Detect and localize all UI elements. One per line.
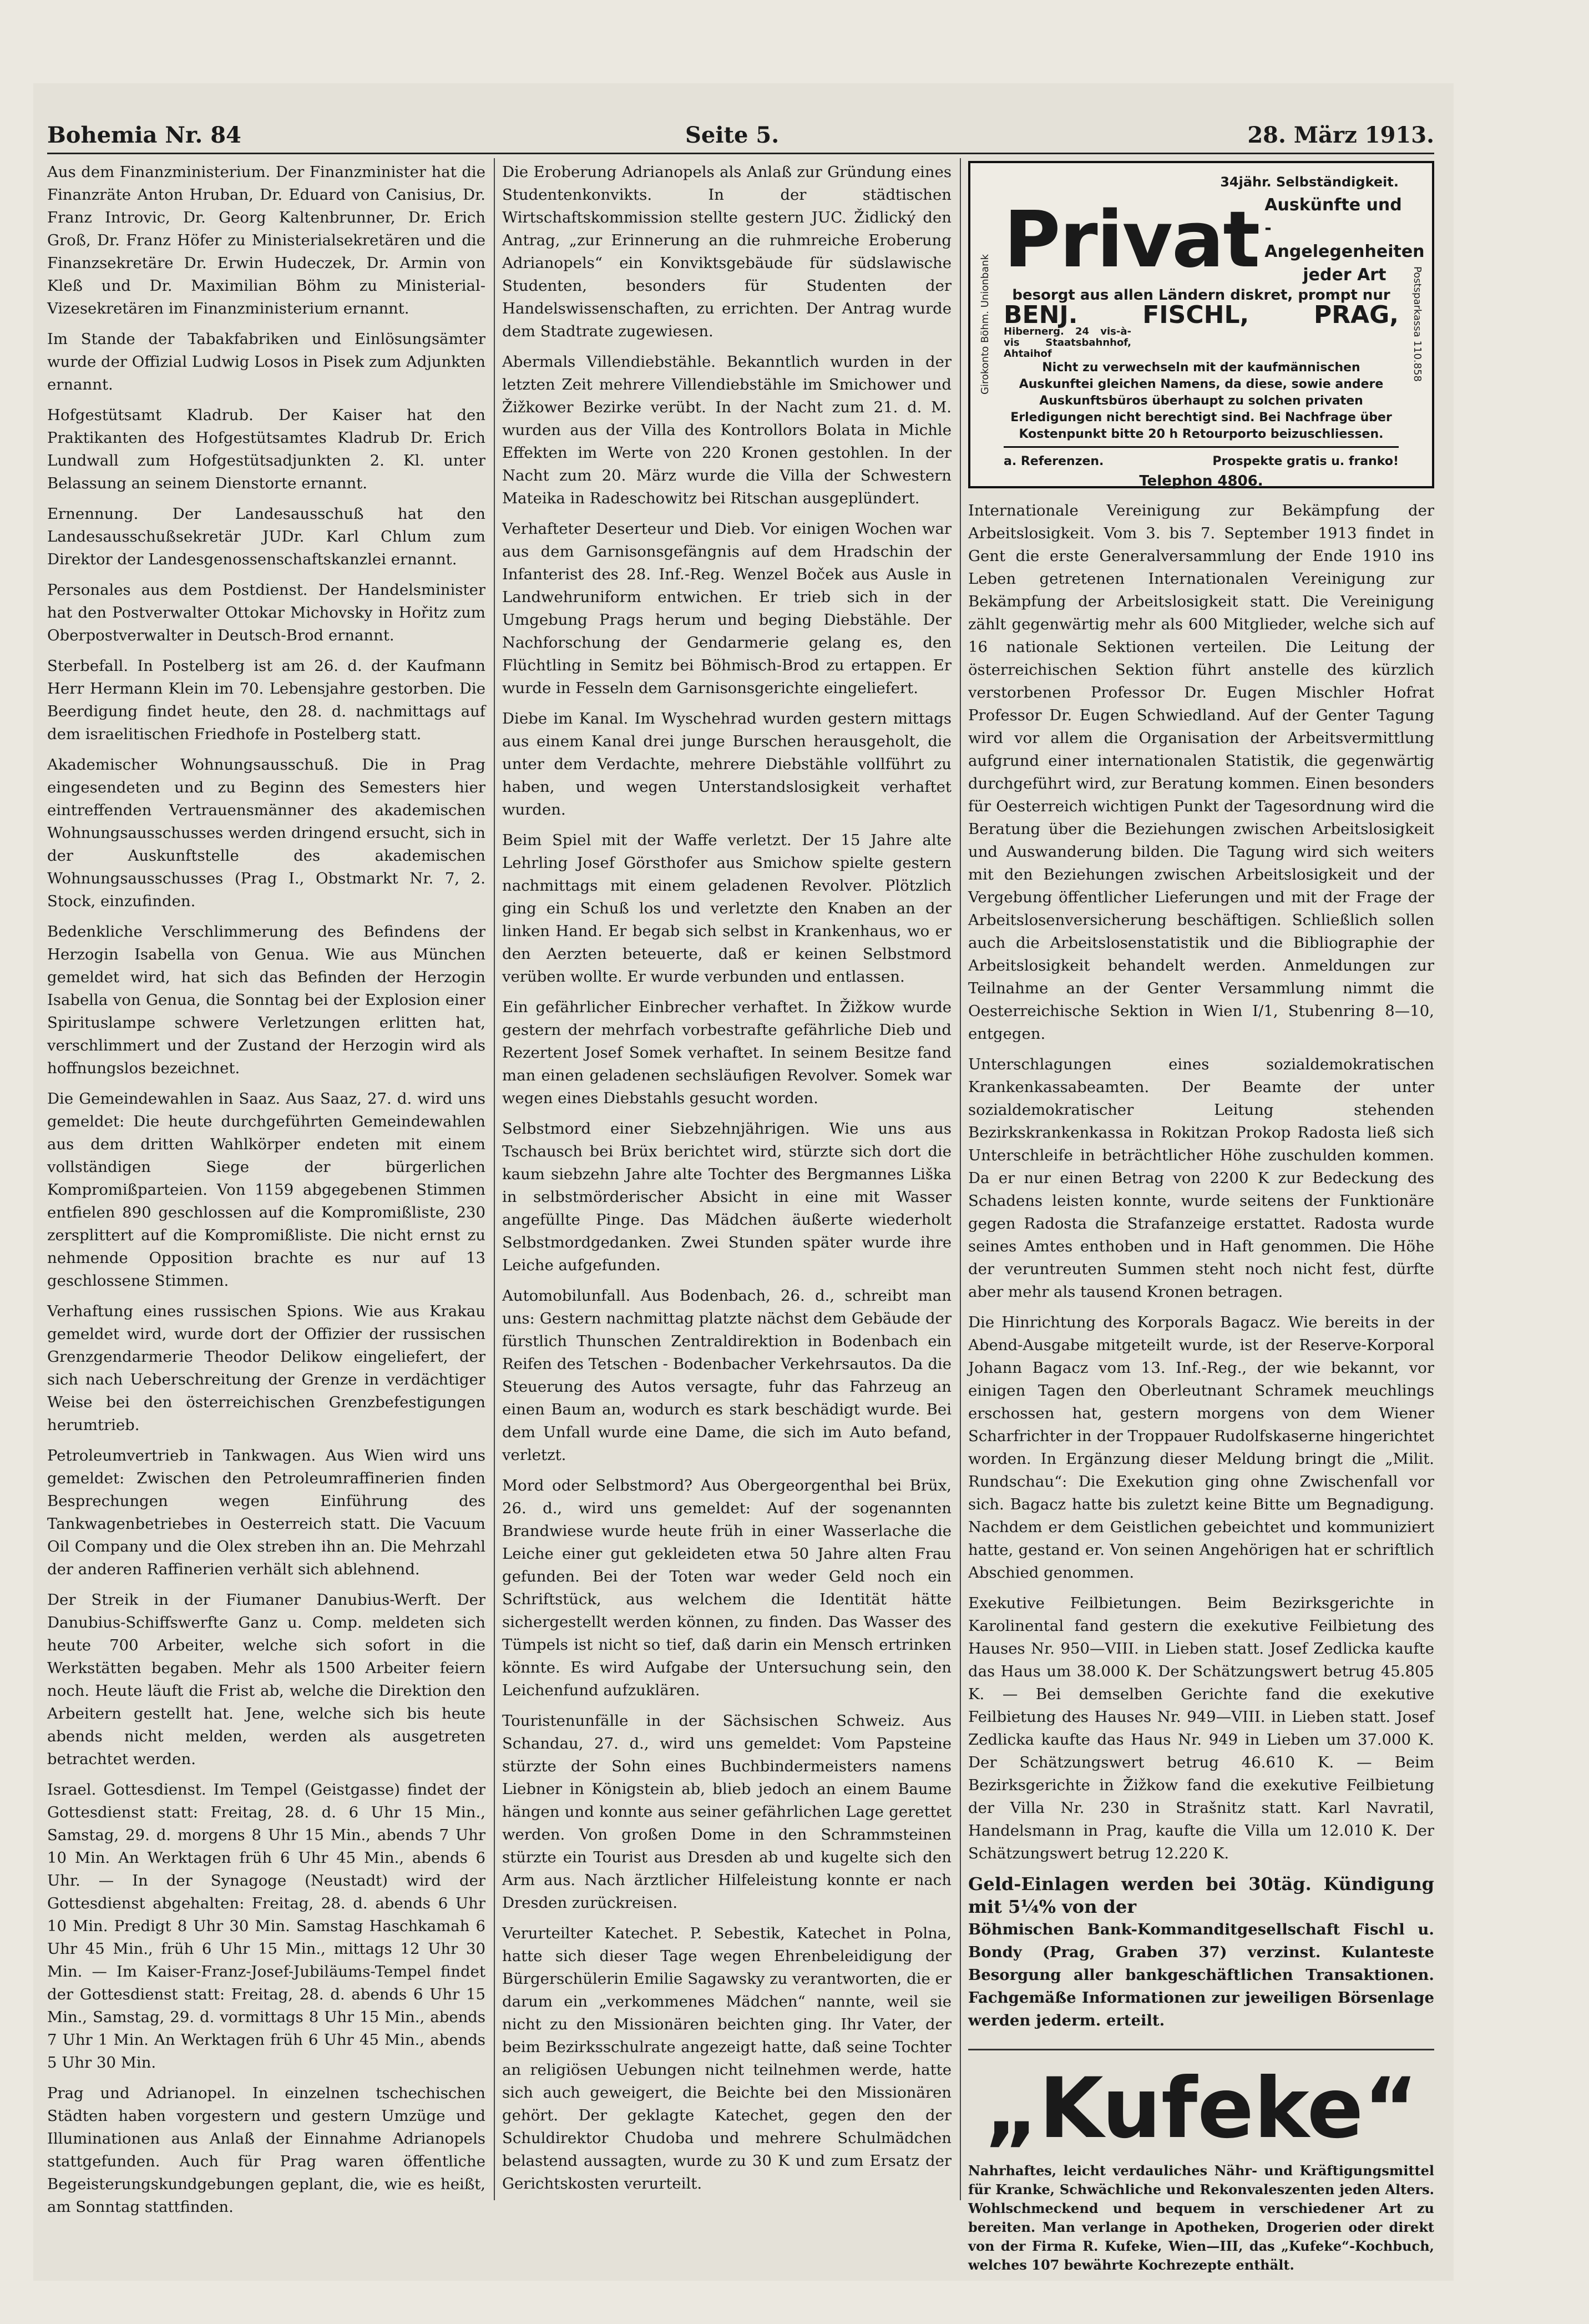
article: Automobilunfall. Aus Bodenbach, 26. d., schreibt man uns: Gestern nachmittag platzte nächst dem Gebäude der fürstlich Thunschen Zentraldirektion in Bodenbach ein Reifen des Tetschen - Bodenbacher Verkehrsautos. Da die Steuerung des Autos versagte, fuhr das Fahrzeug an einen Baum an, wodurch es stark beschädigt wurde. Bei dem Unfall wurde eine Dame, die sich im Auto befand, verletzt. (502, 1287, 952, 1464)
column-2 (502, 161, 952, 2214)
ad-top-note: 34jähr. Selbständigkeit. (1220, 174, 1399, 190)
article: Unterschlagungen eines sozialdemokratischen Krankenkassabeamten. Der Beamte der unter sozialdemokratischer Leitung stehenden Bezirkskrankenkassa in Rokitzan Prokop Radosta ließ sich Unterschleife in beträchtlicher Höhe zuschulden kommen. Da er nur einen Betrag von 2200 K zur Bedeckung des Schadens leisten konnte, wurde seitens der Funktionäre gegen Radosta die Strafanzeige erstattet. Radosta wurde seines Amtes enthoben und in Haft genommen. Die Höhe der veruntreuten Summen steht noch nicht fest, dürfte aber mehr als tausend Kronen betragen. (968, 1055, 1434, 1301)
kufeke-advertisement (968, 2049, 1434, 2275)
column-rule-1 (494, 158, 495, 2200)
article: Verhafteter Deserteur und Dieb. Vor einigen Wochen war aus dem Garnisonsgefängnis auf dem Hradschin der Infanterist des 28. Inf.-Reg. Wenzel Boček aus Ausle in Landwehruniform entwichen. Er trieb sich in der Umgebung Prags herum und beging Diebstähle. Der Nachforschung der Gendarmerie gelang es, den Flüchtling in Semitz bei Böhmisch-Brod zu ertappen. Er wurde in Fesseln dem Garnisonsgerichte eingeliefert. (502, 520, 952, 697)
article: Die Gemeindewahlen in Saaz. Aus Saaz, 27. d. wird uns gemeldet: Die heute durchgeführten Gemeindewahlen aus dem dritten Wahlkörper endeten mit einem vollständigen Siege der bürgerlichen Kompromißparteien. Von 1159 abgegebenen Stimmen entfielen 890 geschlossen auf die Kompromißliste, 230 zersplittert auf die Kompromißliste. Die nicht ernst zu nehmende Opposition brachte es nur auf 13 geschlossene Stimmen. (47, 1090, 485, 1290)
article: Verhaftung eines russischen Spions. Wie aus Krakau gemeldet wird, wurde dort der Offizier der russischen Grenzgendarmerie Theodor Delikow eingeliefert, der sich nach Ueberschreitung der Grenze in verdächtiger Weise bei den österreichischen Grenzbefestigungen herumtrieb. (47, 1302, 485, 1434)
article: Mord oder Selbstmord? Aus Obergeorgenthal bei Brüx, 26. d., wird uns gemeldet: Auf der sogenannten Brandwiese wurde heute früh in einer Wasserlache die Leiche einer gut gekleideten etwa 50 Jahre alten Frau gefunden. Bei der Toten war weder Geld noch ein Schriftstück, aus welchem die Identität hätte sichergestellt werden können, zu finden. Das Wasser des Tümpels ist nicht so tief, daß darin ein Mensch ertrinken könnte. Es wird Aufgabe der Untersuchung sein, den Leichenfund aufzuklären. (502, 1477, 952, 1699)
ad-side-left: Girokonto Böhm. Unionbank (979, 254, 991, 395)
ad-firm (1004, 301, 1399, 360)
article: Beim Spiel mit der Waffe verletzt. Der 15 Jahre alte Lehrling Josef Görsthofer aus Smichow spielte gestern nachmittags mit einem geladenen Revolver. Plötzlich ging ein Schuß los und verletzte den Knaben an der linken Hand. Er begab sich selbst in Krankenhaus, wo er den Aerzten beteuerte, daß er keinen Selbstmord verüben wollte. Er wurde verbunden und entlassen. (502, 831, 952, 986)
article: Akademischer Wohnungsausschuß. Die in Prag eingesendeten und zu Beginn des Semesters hier eintreffenden Vertrauensmänner des akademischen Wohnungsausschusses werden dringend ersucht, sich in der Auskunftstelle des akademischen Wohnungsausschusses (Prag I., Obstmarkt Nr. 7, 2. Stock, einzufinden. (47, 756, 485, 910)
article: Abermals Villendiebstähle. Bekanntlich wurden in der letzten Zeit mehrere Villendiebstähle im Smichower und Žižkower Bezirke verübt. In der Nacht zum 21. d. M. wurden aus der Villa des Kontrollors Bolata in Michle Effekten im Werte von 220 Kronen gestohlen. In der Nacht zum 20. März wurde die Villa der Schwestern Mateika in Radeschowitz bei Ritschan ausgeplündert. (502, 353, 952, 507)
ad-body: Nicht zu verwechseln mit der kaufmännischen Auskunftei gleichen Namens, da diese, sowie andere Auskunftsbüros überhaupt zu solchen privaten Erledigungen nicht berechtigt sind. Bei Nachfrage über Kostenpunkt bitte 20 h Retourporto beizuschliessen. (1010, 361, 1392, 441)
column-rule-2 (960, 158, 961, 2200)
article: Ernennung. Der Landesausschuß hat den Landesausschußsekretär JUDr. Karl Chlum zum Direktor der Landesgenossenschaftskanzlei ernannt. (47, 505, 485, 568)
article: Israel. Gottesdienst. Im Tempel (Geistgasse) findet der Gottesdienst statt: Freitag, 28. d. 6 Uhr 15 Min., Samstag, 29. d. morgens 8 Uhr 15 Min., abends 7 Uhr 10 Min. An Werktagen früh 6 Uhr 45 Min., abends 6 Uhr. — In der Synagoge (Neustadt) wird der Gottesdienst abgehalten: Freitag, 28. d. abends 6 Uhr 10 Min. Predigt 8 Uhr 30 Min. Samstag Haschkamah 6 Uhr 45 Min., früh 6 Uhr 15 Min., mittags 12 Uhr 30 Min. — Im Kaiser-Franz-Josef-Jubiläums-Tempel findet der Gottesdienst statt: Freitag, 28. d. abends 6 Uhr 15 Min., Samstag, 29. d. vormittags 8 Uhr 15 Min., abends 7 Uhr 1 Min. An Werktagen früh 6 Uhr 45 Min., abends 5 Uhr 30 Min. (47, 1781, 485, 2072)
article: Ein gefährlicher Einbrecher verhaftet. In Žižkow wurde gestern der mehrfach vorbestrafte gefährliche Dieb und Rezertent Josef Somek verhaftet. In seinem Besitze fand man einen geladenen sechsläufigen Revolver. Somek war wegen eines Diebstahls gesucht worden. (502, 998, 952, 1107)
ad-firm-name: BENJ. FISCHL, PRAG, (1004, 301, 1399, 329)
ad-line2: -Angelegenheiten (1264, 219, 1425, 261)
article: Bedenkliche Verschlimmerung des Befindens der Herzogin Isabella von Genua. Wie aus München gemeldet wird, hat sich das Befinden der Herzogin Isabella von Genua, die Sonntag bei der Explosion einer Spirituslampe schwere Verletzungen erlitten hat, verschlimmert und der Zustand der Herzogin wird als hoffnungslos bezeichnet. (47, 923, 485, 1077)
article: Aus dem Finanzministerium. Der Finanzminister hat die Finanzräte Anton Hruban, Dr. Eduard von Canisius, Dr. Franz Introvic, Dr. Georg Kaltenbrunner, Dr. Erich Groß, Dr. Franz Höfer zu Ministerialsekretären und die Finanzsekretäre Dr. Erwin Hudeczek, Dr. Armin von Kleß und Dr. Maximilian Böhm zu Ministerial-Vizesekretären im Finanzministerium ernannt. (47, 163, 485, 317)
bank-advertisement (968, 1873, 1434, 2032)
article: Die Eroberung Adrianopels als Anlaß zur Gründung eines Studentenkonvikts. In der städtischen Wirtschaftskommission stellte gestern JUC. Židlický den Antrag, „zur Erinnerung an die ruhmreiche Eroberung Adrianopels“ ein Konviktsgebäude für südslawische Studenten, besonders für Studenten der Handelswissenschaften, zu errichten. Der Antrag wurde dem Stadtrate zugewiesen. (502, 163, 952, 340)
ad-besorgt: besorgt aus allen Ländern diskret, prompt nur (1012, 287, 1390, 304)
ad-prospekte: Prospekte gratis u. franko! (1212, 454, 1399, 468)
article: Sterbefall. In Postelberg ist am 26. d. der Kaufmann Herr Hermann Klein im 70. Lebensjahre gestorben. Die Beerdigung findet heute, den 28. d. nachmittags auf dem israelitischen Friedhofe in Postelberg statt. (47, 657, 485, 743)
article: Touristenunfälle in der Sächsischen Schweiz. Aus Schandau, 27. d., wird uns gemeldet: Vom Papsteine stürzte der Sohn eines Buchbindermeisters namens Liebner in Königstein ab, blieb jedoch an einem Baume hängen und konnte aus seiner gefährlichen Lage gerettet werden. Von großen Dome in den Schrammsteinen stürzte ein Tourist aus Dresden ab und kugelte sich den Arm aus. Nach ärztlicher Hilfeleistung konnte er nach Dresden zurückreisen. (502, 1712, 952, 1912)
issue-date: 28. März 1913. (1247, 122, 1434, 148)
page-number: Seite 5. (685, 122, 780, 148)
page-header (47, 122, 1434, 155)
ad-address: Hibernerg. 24 vis-à-vis Staatsbahnhof, Ahtaihof (1004, 326, 1131, 360)
article: Personales aus dem Postdienst. Der Handelsminister hat den Postverwalter Ottokar Michovsky in Hořitz zum Oberpostverwalter in Deutsch-Brod ernannt. (47, 581, 485, 644)
kufeke-body: Nahrhaftes, leicht verdauliches Nähr- und Kräftigungsmittel für Kranke, Schwächliche und Rekonvaleszenten jeden Alters. Wohlschmeckend und bequem in verschiedener Art zu bereiten. Man verlange in Apotheken, Drogerien oder direkt von der Firma R. Kufeke, Wien—III, das „Kufeke“-Kochbuch, welches 107 bewährte Kochrezepte enthält. (968, 2163, 1434, 2273)
article: Im Stande der Tabakfabriken und Einlösungsämter wurde der Offizial Ludwig Losos in Pisek zum Adjunkten ernannt. (47, 330, 485, 393)
bank-ad-body: Böhmischen Bank-Kommanditgesellschaft Fischl u. Bondy (Prag, Graben 37) verzinst. Kulanteste Besorgung aller bankgeschäftlichen Transaktionen. Fachgemäße Informationen zur jeweiligen Börsenlage werden jederm. erteilt. (968, 1921, 1434, 2029)
ad-references: a. Referenzen. (1004, 454, 1104, 468)
header-rule (47, 153, 1434, 154)
publication-issue: Bohemia Nr. 84 (47, 122, 241, 148)
article: Verurteilter Katechet. P. Sebestik, Katechet in Polna, hatte sich dieser Tage wegen Ehrenbeleidigung der Bürgerschülerin Emilie Sagawsky zu verantworten, die er darum ein „verkommenes Mädchen“ nannte, weil sie nicht zu den Missionären beichten ging. Ihr Vater, der beim Bezirksschulrate angezeigt hatte, daß seine Tochter an religiösen Uebungen nicht teilnehmen werde, hatte sich auch geweigert, die Beichte bei den Missionären gehört. Der geklagte Katechet, gegen den der Schuldirektor Chudoba und mehrere Schulmädchen belastend aussagten, wurde zu 30 K und zum Ersatz der Gerichtskosten verurteilt. (502, 1924, 952, 2192)
ad-line3: jeder Art (1303, 265, 1386, 285)
article: Die Hinrichtung des Korporals Bagacz. Wie bereits in der Abend-Ausgabe mitgeteilt wurde, ist der Reserve-Korporal Johann Bagacz vom 13. Inf.-Reg., der wie bekannt, vor einigen Tagen den Oberleutnant Schramek meuchlings erschossen hat, gestern morgens von dem Wiener Scharfrichter in der Troppauer Rudolfskaserne hingerichtet worden. In Ergänzung dieser Meldung bringt die „Milit. Rundschau“: Die Exekution ging ohne Zwischenfall vor sich. Bagacz hatte bis zuletzt keine Bitte um Begnadigung. Nachdem er dem Geistlichen gebeichtet und kommuniziert hatte, gestand er. Von seinen Angehörigen hat er schriftlich Abschied genommen. (968, 1313, 1434, 1582)
privat-advertisement (968, 161, 1434, 488)
article: Prag und Adrianopel. In einzelnen tschechischen Städten haben vorgestern und gestern Umzüge und Illuminationen aus Anlaß der Einnahme Adrianopels stattgefunden. Auch für Prag waren öffentliche Begeisterungskundgebungen geplant, die, wie es heißt, am Sonntag stattfinden. (47, 2084, 485, 2216)
article: Der Streik in der Fiumaner Danubius-Werft. Der Danubius-Schiffswerfte Ganz u. Comp. meldeten sich heute 700 Arbeiter, welche sich sofort in die Werkstätten begaben. Mehr als 1500 Arbeiter feiern noch. Heute läuft die Frist ab, welche die Direktion den Arbeitern gestellt hat. Jene, welche sich bis heute abends nicht melden, werden als ausgetreten betrachtet werden. (47, 1591, 485, 1768)
article: Selbstmord einer Siebzehnjährigen. Wie uns aus Tschausch bei Brüx berichtet wird, stürzte sich dort die kaum siebzehn Jahre alte Tochter des Bergmannes Liška in selbstmörderischer Absicht in eine mit Wasser angefüllte Pinge. Das Mädchen äußerte wiederholt Selbstmordgedanken. Zwei Stunden später wurde ihre Leiche aufgefunden. (502, 1120, 952, 1274)
article: Diebe im Kanal. Im Wyschehrad wurden gestern mittags aus einem Kanal drei junge Burschen herausgeholt, die unter dem Verdachte, mehrere Diebstähle vollführt zu haben, und wegen Unterstandslosigkeit verhaftet wurden. (502, 710, 952, 819)
article: Hofgestütsamt Kladrub. Der Kaiser hat den Praktikanten des Hofgestütsamtes Kladrub Dr. Erich Lundwall zum Hofgestütsadjunkten 2. Kl. unter Belassung an seinem Dienstorte ernannt. (47, 406, 485, 492)
article: Petroleumvertrieb in Tankwagen. Aus Wien wird uns gemeldet: Zwischen den Petroleumraffinerien finden Besprechungen wegen Einführung des Tankwagenbetriebes in Oesterreich statt. Die Vacuum Oil Company und die Olex streben ihn an. Die Mehrzahl der anderen Raffinerien verhält sich ablehnend. (47, 1447, 485, 1578)
article: Exekutive Feilbietungen. Beim Bezirksgerichte in Karolinental fand gestern die exekutive Feilbietung des Hauses Nr. 950—VIII. in Lieben statt. Josef Zedlicka kaufte das Haus um 38.000 K. Der Schätzungswert betrug 45.805 K. — Bei demselben Gerichte fand die exekutive Feilbietung des Hauses Nr. 949—VIII. in Lieben statt. Josef Zedlicka kaufte das Haus Nr. 949 in Lieben um 37.000 K. Der Schätzungswert betrug 46.610 K. — Beim Bezirksgerichte in Žižkow fand die exekutive Feilbietung der Villa Nr. 230 in Strašnitz statt. Karl Navratil, Handelsmann in Prag, kaufte die Villa um 12.010 K. Der Schätzungswert betrug 12.220 K. (968, 1594, 1434, 1862)
kufeke-headline: „Kufeke“ (968, 2049, 1434, 2156)
ad-line1: Auskünfte und (1264, 195, 1402, 215)
article: Internationale Vereinigung zur Bekämpfung der Arbeitslosigkeit. Vom 3. bis 7. September 1913 findet in Gent die erste Generalversammlung der Ende 1910 ins Leben getretenen Internationalen Vereinigung zur Bekämpfung der Arbeitslosigkeit statt. Die Vereinigung zählt gegenwärtig mehr als 600 Mitglieder, welche sich auf 16 nationale Sektionen verteilen. Die Leitung der österreichischen Sektion führt anstelle des kürzlich verstorbenen Professor Dr. Eugen Mischler Hofrat Professor Dr. Eugen Schwiedland. Auf der Genter Tagung wird vor allem die Organisation der Arbeitsvermittlung aufgrund einer internationalen Statistik, die gegenwärtig durchgeführt wird, zur Beratung kommen. Einen besonders für Oesterreich wichtigen Punkt der Tagesordnung wird die Beratung über die Beziehungen zwischen Arbeitslosigkeit und Auswanderung bilden. Die Tagung wird sich weiters mit den Beziehungen zwischen Arbeitslosigkeit und der Vergebung öffentlicher Lieferungen und mit der Frage der Arbeitslosenversicherung beschäftigen. Schließlich sollen auch die Arbeitslosenstatistik und die Bibliographie der Arbeitslosigkeit behandelt werden. Anmeldungen zur Teilnahme an der Genter Versammlung nimmt die Oesterreichische Sektion in Wien I/1, Stubenring 8—10, entgegen. (968, 502, 1434, 1043)
ad-side-right: Postsparkassa 110.858 (1411, 266, 1423, 382)
bank-ad-title: Geld-Einlagen werden bei 30täg. Kündigung mit 5¼% von der (968, 1873, 1434, 1917)
ad-telephone: Telephon 4806. (1139, 473, 1263, 489)
column-3 (968, 161, 1434, 2273)
ad-headline: Privat (1004, 195, 1259, 285)
column-1 (47, 161, 485, 2214)
